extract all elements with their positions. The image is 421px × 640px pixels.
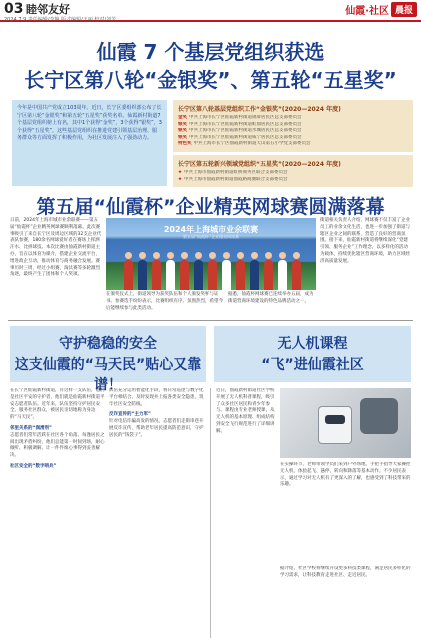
drone-headline-box	[214, 326, 411, 382]
page-number: 03	[4, 1, 24, 17]
photo-banner-title: 2024年上海城市业余联赛	[163, 225, 259, 234]
tennis-body-col1: 日前，2024年上海市城市业余联赛——第五届“仙霞杯”企业精英网球赛顺利落幕。此次赛事吸引了来自长宁区及周边区域的32支企业代表队参赛，180余名网球爱好者在赛场上挥洒汗水、比拼球技。本次比赛由仙霞新村街道主办，旨在以体育为媒介，搭建企业交流平台，增进政企互动，推动体育与商务融合发展。赛事历时三周，经过小组赛、淘汰赛等多轮激烈角逐，最终产生了团体和个人奖项。	[10, 218, 102, 278]
list-item: 金奖 中共上海市长宁区仙霞新村街道锦屏居民区总支部委员会	[178, 115, 302, 120]
drone-body-col1: 近日，仙霞新村街道社区学校开展了无人机科普课程，吸引了众多社区居民和青少年参与。课程由专业老师授课，从无人机的基本原理、组成结构到安全飞行规范进行了详细讲解。	[216, 388, 275, 434]
list-item: ★ 中共上海市仙霞新村街道虹桥商务区联合支部委员会	[178, 170, 288, 175]
drone-photo	[280, 388, 411, 458]
main-headline-line1: 仙霞 7 个基层党组织获选	[96, 40, 325, 64]
list-item: 银奖 中共上海市长宁区仙霞新村街道水城居民区总支部委员会	[178, 128, 302, 134]
logo-mark: 晨报	[391, 2, 417, 17]
drone-body-col3: 据介绍，社区学校将继续开设更多科技类课程，满足居民多样化的学习需求，让科技教育走进社区、走近居民。	[280, 566, 411, 578]
star-list-title: 长宁区第五轮新兴领域党组织“五星奖”(2020—2024 年度)	[178, 161, 341, 168]
star-icon: ★	[178, 176, 183, 182]
dateline: 2024.7.9 责任编辑/李静 版式编辑/王丽 校对/刘芳	[4, 17, 117, 23]
list-item: 银奖 中共上海市长宁区仙霞新村街道威宁居民区总支部委员会	[178, 134, 302, 140]
section-title: 睦邻友好	[26, 3, 70, 16]
main-headline-line2: 长宁区第八轮“金银奖”、第五轮“五星奖”	[24, 68, 397, 92]
subheading: 社区安全的“数字哨兵”	[10, 463, 57, 469]
list-item: 特色奖 中共上海市长宁区仙霞新村街道天山第五小学党支部委员会	[178, 141, 311, 147]
drone-headline-line2: “飞”进仙霞社区	[261, 357, 364, 373]
safety-headline-box	[10, 326, 206, 393]
drone-headline-line1: 无人机课程	[277, 336, 348, 352]
drone-body-col2: 在实操环节，老师带领学员们来到户外场地，手把手指导大家操控无人机，体验起飞、悬停、转向和降落等基本动作。不少居民表示，通过学习对无人机有了更深入的了解，也感受到了科技带来的乐趣。	[280, 462, 411, 488]
photo-banner-subtitle: 第五届“仙霞杯”企业精英网球赛	[182, 234, 240, 239]
tennis-body-col3: 据悉，仙霞杯网球赛已连续举办五届，成为街道营商环境建设的特色品牌活动之一。	[228, 292, 314, 304]
section-divider	[8, 320, 413, 321]
tennis-headline: 第五届“仙霞杯”企业精英网球赛圆满落幕	[36, 196, 385, 218]
safety-headline-line1: 守护稳稳的安全	[59, 336, 157, 352]
drone-icon	[318, 406, 352, 444]
intro-box: 今年是中国共产党成立103周年。近日，长宁区委组织部公布了长宁区第八轮“金银奖”和第五轮“五星奖”获奖名单。仙霞新村街道7个基层党组织榜上有名，其中1个获得“金奖”，3个获得“银奖”，3个获得“五星奖”。这些基层党组织在推进党建引领基层治理、服务群众等方面发挥了积极作用，为社区发展注入了强劲动力。	[12, 100, 167, 186]
list-item: ★ 中共上海市仙霞新村街道仙霞路商圈联合支部委员会	[178, 176, 288, 182]
safety-body-col2: 队伍充分运用智能化手段，将日常巡逻与数字化平台相结合，及时发现并上报各类安全隐患，筑牢社区安全防线。 反诈宣传的“主力军” 针对电信诈骗高发的情况，志愿者们走街串巷开展反诈宣传，帮助老年居民提高防范意识，守护居民的“钱袋子”。	[109, 388, 206, 638]
tennis-group-photo	[106, 218, 316, 290]
tennis-body-col4: 街道相关负责人介绍，网球赛不仅丰富了企业员工的业余文化生活，也进一步加强了街道与辖区企业之间的联系，营造了良好的营商氛围。接下来，仙霞新村街道将继续深化“党建引领、服务企业”工作理念，以多样化的活动为载体，持续优化辖区营商环境，助力区域经济高质量发展。	[320, 218, 410, 264]
star-award-list	[173, 155, 413, 187]
subheading: 邻里关系的“润滑剂”	[10, 425, 52, 431]
masthead-logo	[345, 2, 417, 17]
logo-text: 仙霞·社区	[345, 6, 389, 17]
page-header	[0, 0, 421, 22]
list-item: 银奖 中共上海市长宁区仙霞新村街道虹仙居民区总支部委员会	[178, 121, 302, 127]
subheading: 反诈宣传的“主力军”	[109, 412, 151, 418]
column-rule	[210, 388, 211, 638]
safety-headline-line2: 这支仙霞的“马天民”贴心又靠谱！	[14, 357, 202, 393]
tennis-body-col2: 在颁奖仪式上，街道领导为获奖队伍和个人颁发奖杯与证书。参赛选手纷纷表示，比赛组织有序、氛围热烈，希望今后能继续参与此类活动。	[106, 292, 223, 311]
star-icon: ★	[178, 170, 183, 175]
gold-list-title: 长宁区第八轮基层党组织工作“金银奖”(2020—2024 年度)	[178, 106, 341, 113]
safety-body-col1: 在长宁区仙霞新村街道，有这样一支队伍，他们是社区平安的守护者，他们就是仙霞新村街道平安志愿者队伍。近年来，队伍坚持守护居民安全、服务社区群众，被居民亲切地称为身边的“马天民”。 邻里关系的“润滑剂” 志愿者们常年活跃在社区各个角落，每逢居民之间出现矛盾纠纷，他们总能第一时间到场，耐心倾听、积极调解，让一件件烦心事得到妥善解决。 社区安全的“数字哨兵”	[10, 388, 105, 469]
gold-award-list	[173, 100, 413, 152]
